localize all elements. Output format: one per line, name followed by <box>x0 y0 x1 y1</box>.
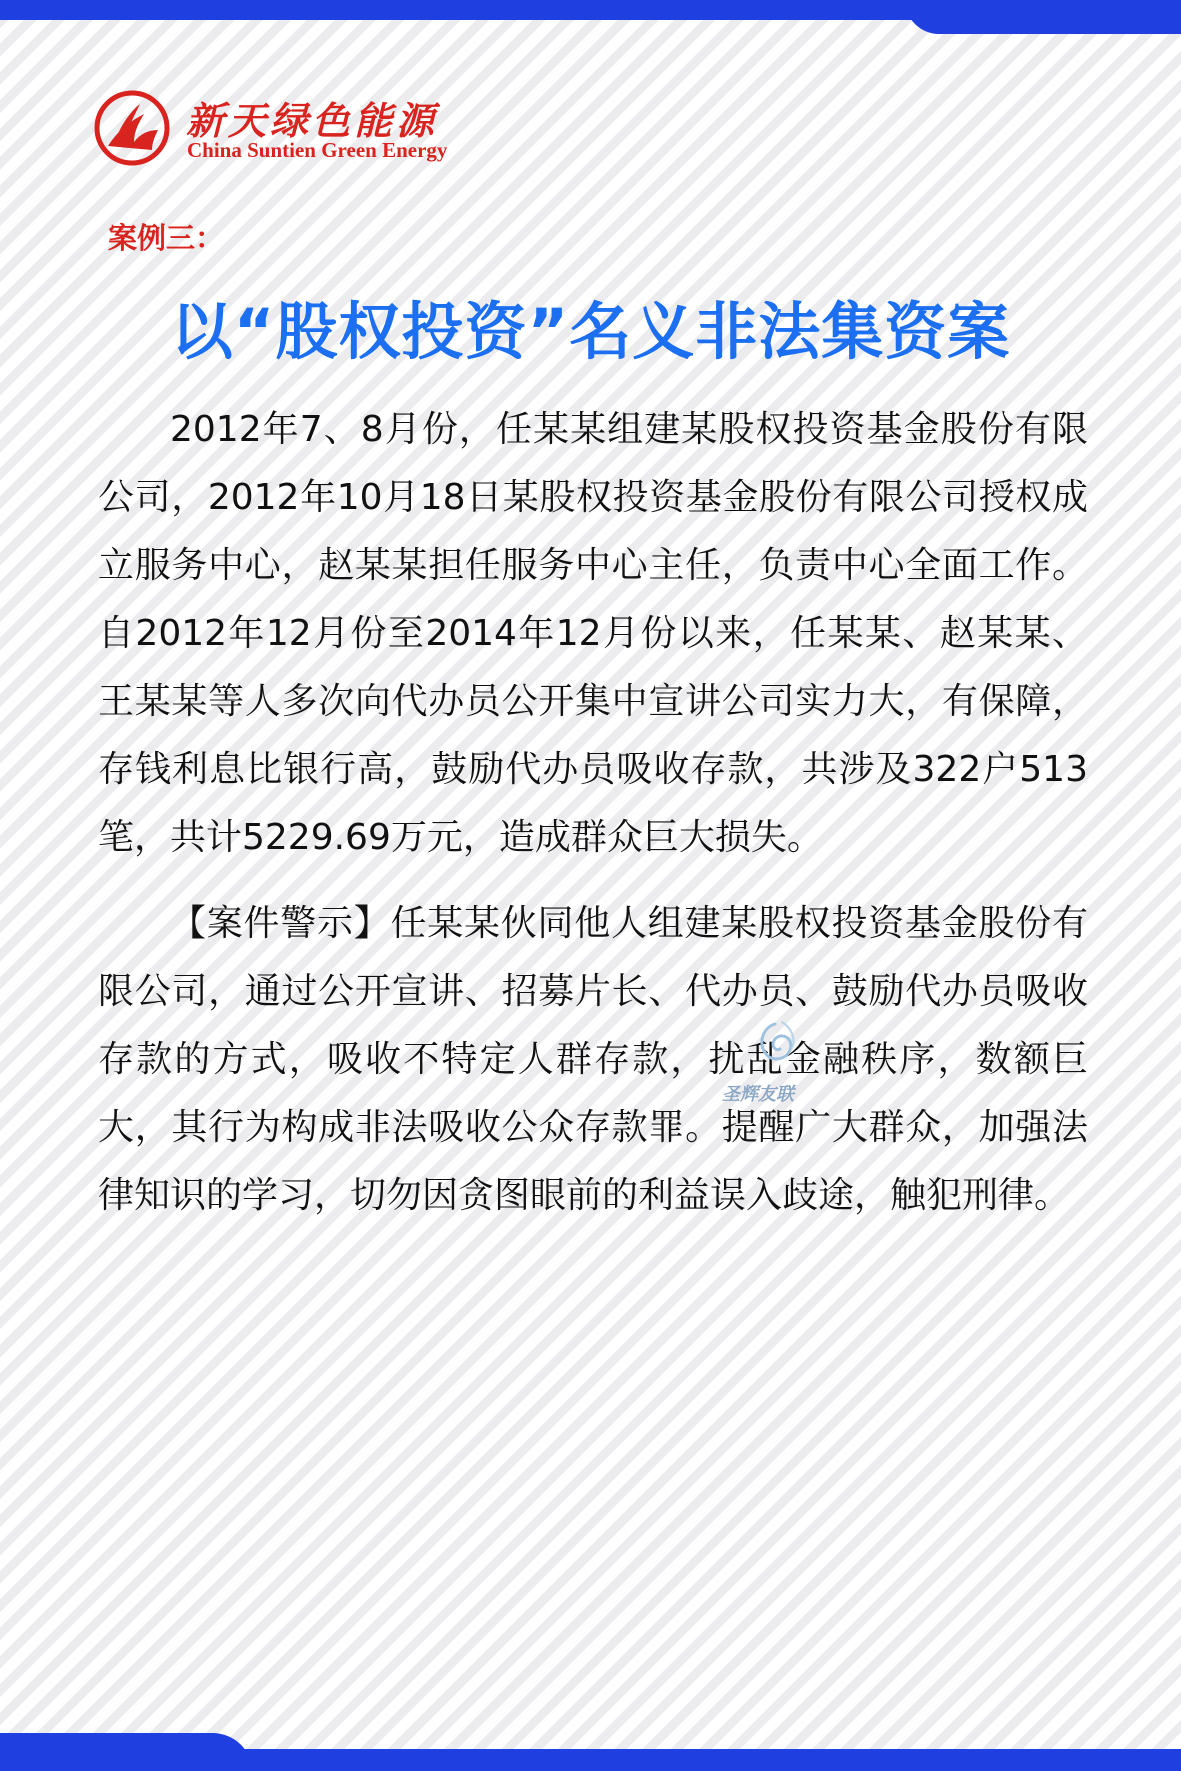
watermark <box>722 1018 832 1105</box>
bottom-corner-tab <box>0 1733 252 1771</box>
page-title: 以“股权投资”名义非法集资案 <box>170 295 1011 368</box>
case-label: 案例三： <box>108 221 225 255</box>
brand-name-en: China Suntien Green Energy <box>187 138 448 162</box>
brand-logo <box>94 88 494 168</box>
watermark-text: 圣辉友联 <box>722 1084 794 1105</box>
case-description-paragraph: 2012年7、8月份，任某某组建某股权投资基金股份有限公司，2012年10月18日某股权投资基金股份有限公司授权成立服务中心，赵某某担任服务中心主任，负责中心全面工作。自2012年12月份至2014年12月份以来，任某某、赵某某、王某某等人多次向代办员公开集中宣讲公司实力大，有保障，存钱利息比银行高，鼓励代办员吸收存款，共涉及322户513笔，共计5229.69万元，造成群众巨大损失。 <box>98 409 1088 858</box>
brand-name-cn: 新天绿色能源 <box>186 99 439 143</box>
suntien-logo-icon <box>94 90 170 166</box>
top-corner-tab <box>905 0 1181 34</box>
article-body <box>98 396 1088 1230</box>
swirl-watermark-icon <box>750 1018 800 1068</box>
case-warning-paragraph: 【案件警示】任某某伙同他人组建某股权投资基金股份有限公司，通过公开宣讲、招募片长、代办员、鼓励代办员吸收存款的方式，吸收不特定人群存款，扰乱金融秩序，数额巨大，其行为构成非法吸收公众存款罪。提醒广大群众，加强法律知识的学习，切勿因贪图眼前的利益误入歧途，触犯刑律。 <box>98 903 1088 1216</box>
